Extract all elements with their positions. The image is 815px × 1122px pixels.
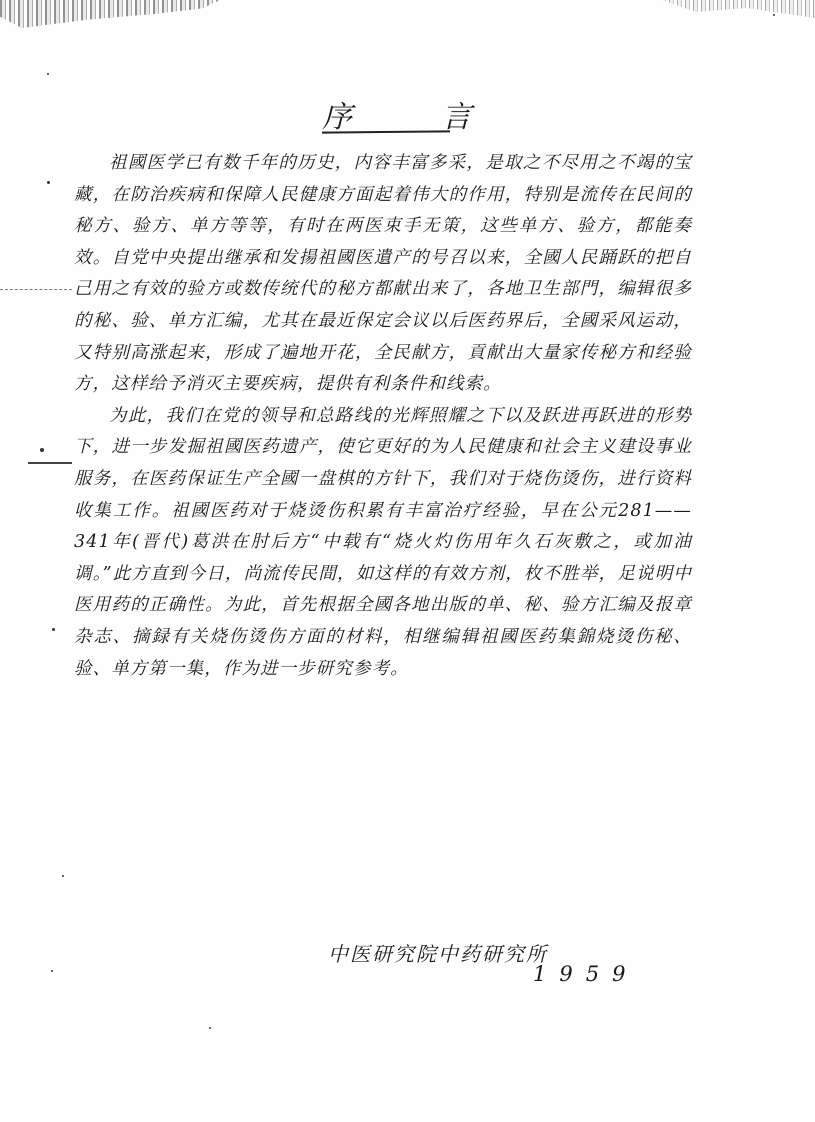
- scan-dash-line: [0, 289, 72, 290]
- scan-artifact-top-left: [0, 0, 220, 28]
- preface-body: [74, 148, 692, 685]
- scan-speck: [47, 181, 50, 184]
- document-title: 序 言: [322, 100, 512, 135]
- scan-dash-line: [28, 462, 72, 464]
- scan-speck: [52, 628, 55, 631]
- scan-speck: [47, 73, 49, 75]
- author-signature: 中医研究院中药研究所: [328, 942, 548, 966]
- paragraph-1: 祖國医学已有数千年的历史，内容丰富多采，是取之不尽用之不竭的宝藏，在防治疾病和保障人民健康方面起着伟大的作用，特别是流传在民间的秘方、验方、单方等等，有时在两医束手无策，这些单方、验方，都能奏效。自党中央提出继承和发揚祖國医遺产的号召以来，全國人民踊跃的把自己用之有效的验方或数传统代的秘方都献出来了，各地卫生部門，编辑很多的秘、验、单方汇编，尤其在最近保定会议以后医药界后，全國采风运动，又特别高涨起来，形成了遍地开花，全民献方，貢献出大量家传秘方和经验方，这样给予消灭主要疾病，提供有利条件和线索。: [74, 153, 692, 395]
- scan-artifact-top-right: [645, 0, 815, 20]
- scan-speck: [209, 1027, 211, 1029]
- paragraph-2: 为此，我们在党的领导和总路线的光辉照耀之下以及跃进再跃进的形势下，进一步发掘祖國医药遗产，使它更好的为人民健康和社会主义建设事业服务，在医药保证生产全國一盘棋的方针下，我们对于烧伤烫伤，进行资料收集工作。祖國医药对于烧烫伤积累有丰富治疗经验，早在公元281——341年(晋代)葛洪在肘后方“中载有“烧火灼伤用年久石灰敷之，或加油调。”此方直到今日，尚流传民間，如这样的有效方剂，枚不胜举，足说明中医用药的正确性。为此，首先根据全國各地出版的单、秘、验方汇编及报章杂志、摘録有关烧伤烫伤方面的材料，相继编辑祖國医药集錦烧烫伤秘、验、单方第一集，作为进一步研究参考。: [74, 405, 692, 679]
- scan-speck: [62, 875, 64, 877]
- scan-speck: [51, 970, 53, 972]
- document-year: 1959: [533, 962, 639, 986]
- scan-speck: [773, 14, 775, 16]
- scan-speck: [40, 448, 44, 452]
